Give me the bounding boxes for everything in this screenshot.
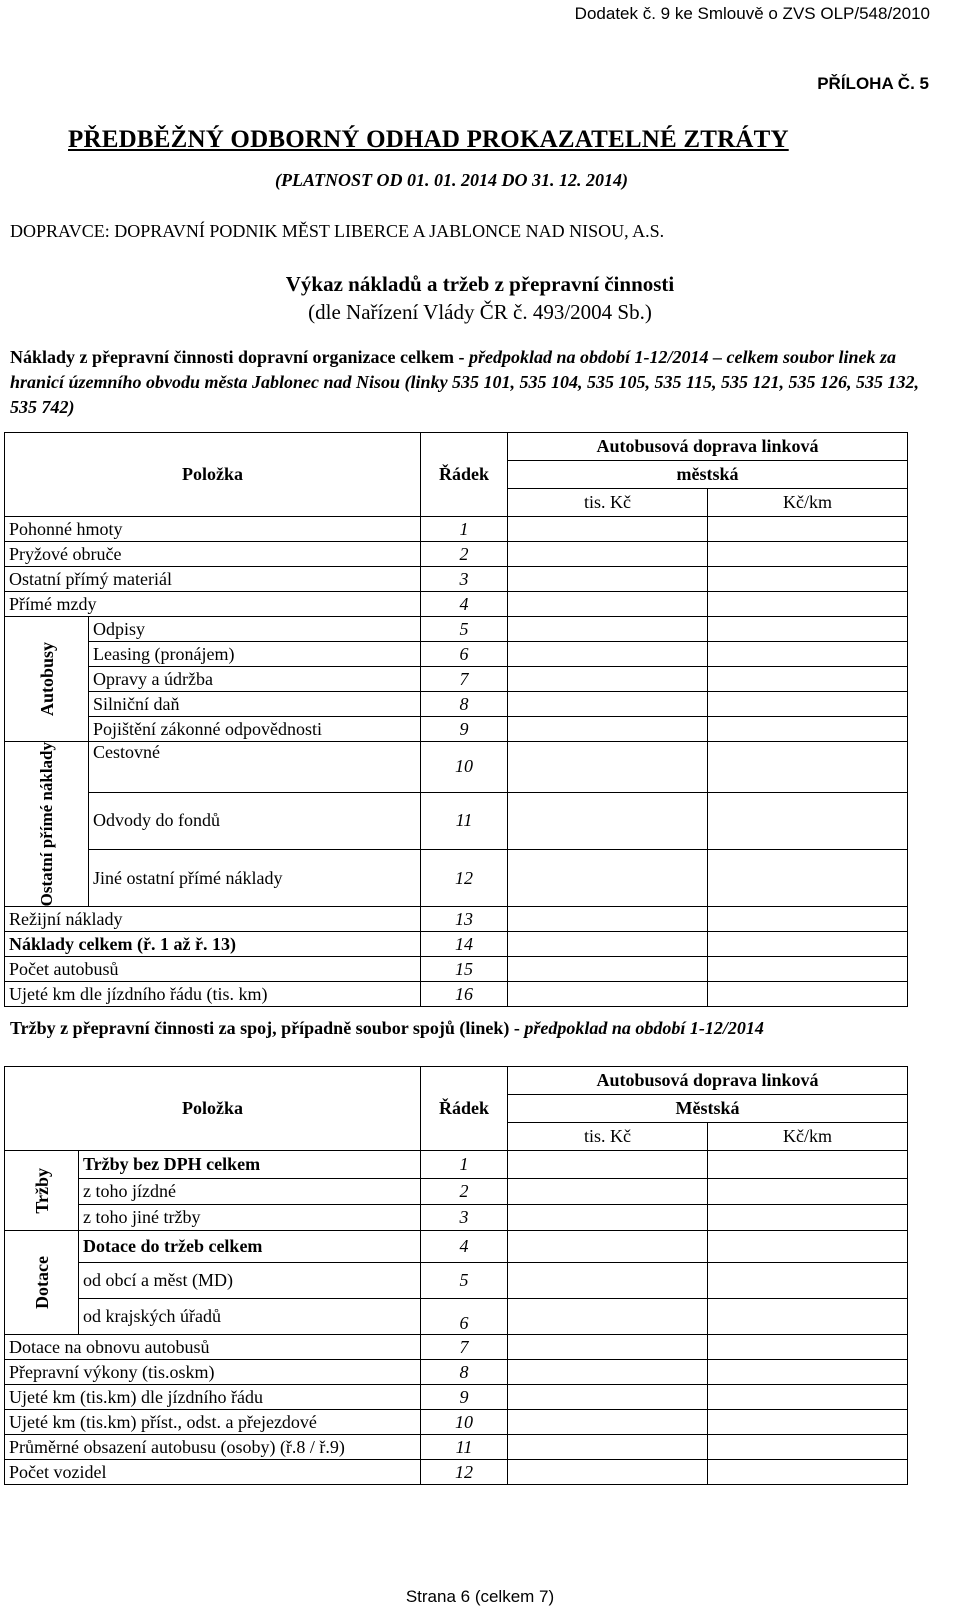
table-row-num: 9: [421, 717, 508, 742]
table-row-num: 5: [421, 617, 508, 642]
table-row-num: 8: [421, 1360, 508, 1385]
value-cell: [708, 957, 908, 982]
value-cell: [708, 1151, 908, 1179]
table-row-label: Náklady celkem (ř. 1 až ř. 13): [5, 932, 421, 957]
value-cell: [508, 667, 708, 692]
group-subsidy-cell: [5, 1231, 79, 1335]
table-row-label: z toho jiné tržby: [79, 1205, 421, 1231]
value-cell: [708, 1360, 908, 1385]
document-title: PŘEDBĚŽNÝ ODBORNÝ ODHAD PROKAZATELNÉ ZTRÁTY: [68, 126, 789, 153]
value-cell: [508, 1385, 708, 1410]
group-revenue-cell: [5, 1151, 79, 1231]
value-cell: [708, 1231, 908, 1263]
value-cell: [708, 1299, 908, 1335]
value-cell: [508, 1299, 708, 1335]
value-cell: [508, 932, 708, 957]
value-cell: [508, 907, 708, 932]
table-row-label: Pryžové obruče: [5, 542, 421, 567]
table-row-num: 16: [421, 982, 508, 1007]
table-row-label: Jiné ostatní přímé náklady: [89, 850, 421, 907]
col-per-km-header: Kč/km: [708, 489, 908, 517]
value-cell: [708, 1205, 908, 1231]
table-row-label: Opravy a údržba: [89, 667, 421, 692]
value-cell: [508, 1231, 708, 1263]
value-cell: [708, 1335, 908, 1360]
value-cell: [508, 1263, 708, 1299]
table-row-num: 2: [421, 1179, 508, 1205]
table-row-label: Ujeté km (tis.km) dle jízdního řádu: [5, 1385, 421, 1410]
col-group-header: Autobusová doprava linková: [508, 433, 908, 461]
value-cell: [708, 517, 908, 542]
table-row-num: 15: [421, 957, 508, 982]
table-row-label: Ostatní přímý materiál: [5, 567, 421, 592]
table-row-num: 7: [421, 1335, 508, 1360]
table-row-label: z toho jízdné: [79, 1179, 421, 1205]
value-cell: [508, 517, 708, 542]
value-cell: [708, 1385, 908, 1410]
col-item-header: Položka: [5, 433, 421, 517]
table-row-label: Dotace na obnovu autobusů: [5, 1335, 421, 1360]
table-row-num: 5: [421, 1263, 508, 1299]
value-cell: [508, 982, 708, 1007]
value-cell: [708, 932, 908, 957]
value-cell: [708, 1435, 908, 1460]
value-cell: [508, 1410, 708, 1435]
value-cell: [708, 907, 908, 932]
table-row-label: Silniční daň: [89, 692, 421, 717]
table-row-num: 4: [421, 1231, 508, 1263]
value-cell: [508, 1360, 708, 1385]
value-cell: [508, 850, 708, 907]
table-row-num: 1: [421, 1151, 508, 1179]
group-other-cell: [5, 742, 89, 907]
report-title: Výkaz nákladů a tržeb z přepravní činnosti: [285, 272, 675, 296]
value-cell: [708, 742, 908, 793]
table-row-num: 7: [421, 667, 508, 692]
table-row-label: Tržby bez DPH celkem: [79, 1151, 421, 1179]
table-row-num: 11: [421, 792, 508, 849]
table-row-label: Leasing (pronájem): [89, 642, 421, 667]
table-row-num: 12: [421, 850, 508, 907]
table-row-label: Pohonné hmoty: [5, 517, 421, 542]
group-revenue-label: Tržby: [31, 1167, 52, 1214]
table-row-label: Pojištění zákonné odpovědnosti: [89, 717, 421, 742]
col-per-km-header: Kč/km: [708, 1123, 908, 1151]
table-row-label: od obcí a měst (MD): [79, 1263, 421, 1299]
group-bus-label: Autobusy: [36, 641, 57, 717]
col-sub-header: Městská: [508, 1095, 908, 1123]
table-row-num: 3: [421, 567, 508, 592]
value-cell: [708, 592, 908, 617]
contract-header: Dodatek č. 9 ke Smlouvě o ZVS OLP/548/2010: [574, 4, 930, 23]
group-subsidy-label: Dotace: [31, 1256, 52, 1309]
value-cell: [508, 692, 708, 717]
table-row-num: 13: [421, 907, 508, 932]
value-cell: [708, 982, 908, 1007]
table-row-num: 2: [421, 542, 508, 567]
table-row-num: 10: [421, 742, 508, 793]
value-cell: [508, 742, 708, 793]
table-row-num: 12: [421, 1460, 508, 1485]
table-row-label: Přímé mzdy: [5, 592, 421, 617]
table-row-label: Počet autobusů: [5, 957, 421, 982]
value-cell: [708, 717, 908, 742]
col-czk-header: tis. Kč: [508, 489, 708, 517]
table-row-label: Ujeté km (tis.km) příst., odst. a přejezdové: [5, 1410, 421, 1435]
value-cell: [508, 1205, 708, 1231]
report-regulation: (dle Nařízení Vlády ČR č. 493/2004 Sb.): [308, 300, 652, 324]
table-row-label: Ujeté km dle jízdního řádu (tis. km): [5, 982, 421, 1007]
value-cell: [708, 1263, 908, 1299]
col-item-header: Položka: [5, 1067, 421, 1151]
costs-intro: [10, 345, 950, 420]
col-czk-header: tis. Kč: [508, 1123, 708, 1151]
revenue-intro-italic: předpoklad na období 1-12/2014: [524, 1018, 764, 1038]
table-row-num: 3: [421, 1205, 508, 1231]
carrier-name: DOPRAVCE: DOPRAVNÍ PODNIK MĚST LIBERCE A JABLONCE NAD NISOU, A.S.: [10, 221, 665, 241]
value-cell: [508, 592, 708, 617]
costs-intro-bold: Náklady z přepravní činnosti dopravní organizace celkem -: [10, 347, 465, 367]
table-row-num: 1: [421, 517, 508, 542]
group-bus-cell: [5, 617, 89, 742]
table-row-num: 6: [421, 1299, 508, 1335]
table-row-num: 9: [421, 1385, 508, 1410]
value-cell: [708, 1410, 908, 1435]
table-row-num: 6: [421, 642, 508, 667]
costs-intro-italic: předpoklad na období 1-12/2014 – celkem soubor linek za hranicí územního obvodu města Jablonec nad Nisou (linky 535 101, 535 104, 535 105, 535 115, 535 121, 535 126, 535 132, 535 742): [10, 347, 920, 417]
table-row-label: Režijní náklady: [5, 907, 421, 932]
value-cell: [708, 1460, 908, 1485]
page-footer: Strana 6 (celkem 7): [405, 1587, 555, 1606]
costs-table: [4, 432, 908, 1007]
value-cell: [508, 567, 708, 592]
table-row-num: 4: [421, 592, 508, 617]
table-row-num: 8: [421, 692, 508, 717]
value-cell: [508, 792, 708, 849]
col-sub-header: městská: [508, 461, 908, 489]
value-cell: [508, 1151, 708, 1179]
value-cell: [508, 1179, 708, 1205]
value-cell: [508, 542, 708, 567]
value-cell: [708, 792, 908, 849]
table-row-label: Počet vozidel: [5, 1460, 421, 1485]
value-cell: [708, 617, 908, 642]
table-row-label: Odvody do fondů: [89, 792, 421, 849]
table-row-label: Průměrné obsazení autobusu (osoby) (ř.8 / ř.9): [5, 1435, 421, 1460]
table-row-num: 14: [421, 932, 508, 957]
value-cell: [708, 692, 908, 717]
table-row-num: 10: [421, 1410, 508, 1435]
value-cell: [508, 1460, 708, 1485]
revenue-table: [4, 1066, 908, 1485]
table-row-label: Dotace do tržeb celkem: [79, 1231, 421, 1263]
value-cell: [708, 1179, 908, 1205]
revenue-intro: [10, 1016, 950, 1041]
value-cell: [508, 957, 708, 982]
value-cell: [508, 717, 708, 742]
table-row-label: Přepravní výkony (tis.oskm): [5, 1360, 421, 1385]
col-row-header: Řádek: [421, 433, 508, 517]
validity-period: (PLATNOST OD 01. 01. 2014 DO 31. 12. 2014): [275, 170, 628, 190]
group-other-label: Ostatní přímé náklady: [37, 742, 56, 907]
value-cell: [708, 542, 908, 567]
col-group-header: Autobusová doprava linková: [508, 1067, 908, 1095]
appendix-label: PŘÍLOHA Č. 5: [817, 74, 929, 93]
table-row-num: 11: [421, 1435, 508, 1460]
value-cell: [508, 1335, 708, 1360]
value-cell: [708, 567, 908, 592]
table-row-label: Odpisy: [89, 617, 421, 642]
value-cell: [508, 1435, 708, 1460]
value-cell: [508, 617, 708, 642]
revenue-intro-bold: Tržby z přepravní činnosti za spoj, případně soubor spojů (linek) -: [10, 1018, 520, 1038]
value-cell: [508, 642, 708, 667]
table-row-label: od krajských úřadů: [79, 1299, 421, 1335]
value-cell: [708, 850, 908, 907]
value-cell: [708, 667, 908, 692]
col-row-header: Řádek: [421, 1067, 508, 1151]
table-row-label: Cestovné: [89, 742, 421, 793]
value-cell: [708, 642, 908, 667]
